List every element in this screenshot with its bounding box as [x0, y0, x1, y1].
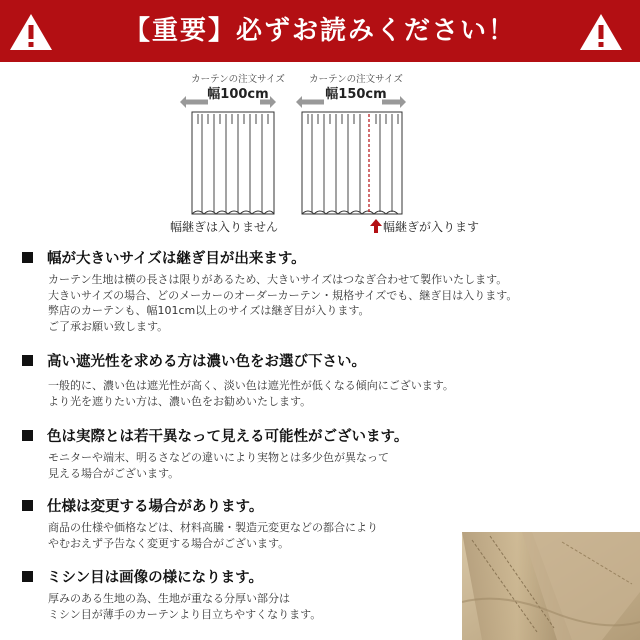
section-heading: 幅が大きいサイズは継ぎ目が出来ます。	[47, 250, 306, 267]
order-size-label: カーテンの注文サイズ	[191, 74, 285, 85]
section-text-line: 大きいサイズの場合、どのメーカーのオーダーカーテン・規格サイズでも、継ぎ目は入ります。	[48, 288, 518, 302]
section-text-line: カーテン生地は横の長さは限りがあるため、大きいサイズはつなぎ合わせて製作いたします。	[48, 273, 508, 286]
section-text-line: 一般的に、濃い色は遮光性が高く、淡い色は遮光性が低くなる傾向にございます。	[48, 379, 454, 392]
square-bullet-icon	[22, 252, 33, 263]
notice-section-blackout	[22, 349, 620, 409]
square-bullet-icon	[22, 571, 33, 582]
section-text-line: より光を遮りたい方は、濃い色をお勧めいたします。	[48, 394, 312, 408]
arrow-up-icon	[370, 219, 382, 233]
width-label: 幅150cm	[325, 87, 387, 102]
no-seam-caption: 幅継ぎは入りません	[170, 220, 279, 234]
warning-icon	[578, 12, 624, 52]
notice-section-color	[22, 424, 620, 481]
warning-icon	[8, 12, 54, 52]
seam-caption: 幅継ぎが入ります	[383, 220, 480, 234]
order-size-label: カーテンの注文サイズ	[309, 74, 403, 85]
curtain-illustration	[296, 82, 426, 222]
fabric-stitch-photo	[462, 532, 640, 640]
section-text-line: ミシン目が薄手のカーテンより目立ちやすくなります。	[48, 607, 322, 621]
curtain-diagram-seam	[296, 68, 506, 243]
section-heading: 色は実際とは若干異なって見える可能性がございます。	[47, 428, 409, 445]
square-bullet-icon	[22, 430, 33, 441]
width-label: 幅100cm	[207, 87, 269, 102]
section-heading: ミシン目は画像の様になります。	[47, 569, 263, 586]
notice-section-seam	[22, 246, 620, 334]
header-banner	[0, 0, 640, 62]
section-text-line: やむおえず予告なく変更する場合がございます。	[48, 536, 290, 550]
curtain-illustration	[178, 82, 308, 222]
section-text-line: モニターや端末、明るさなどの違いにより実物とは多少色が異なって	[48, 451, 389, 464]
section-heading: 高い遮光性を求める方は濃い色をお選び下さい。	[47, 353, 366, 370]
section-heading: 仕様は変更する場合があります。	[47, 498, 264, 515]
banner-title: 【重要】必ずお読みください！	[123, 16, 516, 46]
square-bullet-icon	[22, 355, 33, 366]
section-text-line: 厚みのある生地の為、生地が重なる分厚い部分は	[48, 592, 290, 605]
section-text-line: 見える場合がございます。	[48, 466, 180, 480]
section-text-line: ご了承お願い致します。	[48, 319, 169, 333]
section-text-line: 商品の仕様や価格などは、材料高騰・製造元変更などの都合により	[48, 521, 378, 534]
section-text-line: 弊店のカーテンも、幅101cm以上のサイズは継ぎ目が入ります。	[48, 304, 370, 317]
square-bullet-icon	[22, 500, 33, 511]
